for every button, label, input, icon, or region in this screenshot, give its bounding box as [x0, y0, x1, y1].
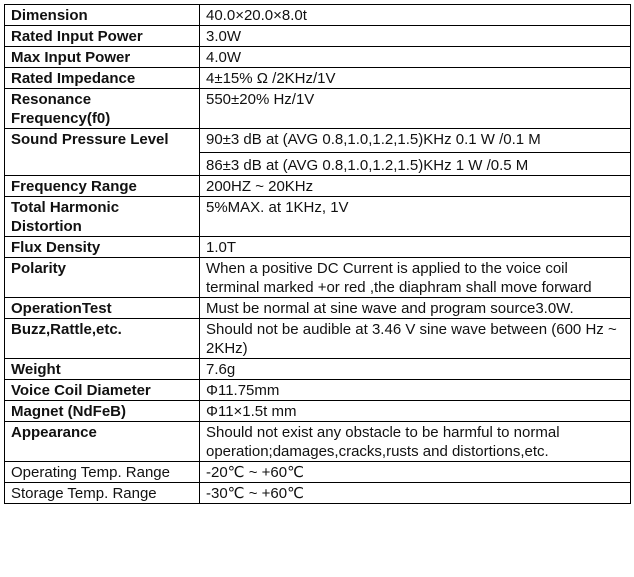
spec-label: Frequency Range	[5, 176, 200, 197]
spec-label: OperationTest	[5, 298, 200, 319]
spec-value: Φ11.75mm	[200, 380, 631, 401]
spec-label: Sound Pressure Level	[5, 129, 200, 176]
spec-value: When a positive DC Current is applied to the voice coil terminal marked +or red ,the diaphram shall move forward	[200, 258, 631, 298]
spec-label: Operating Temp. Range	[5, 462, 200, 483]
spec-value: 5%MAX. at 1KHz, 1V	[200, 197, 631, 237]
spec-value-group	[200, 129, 631, 176]
spec-label: Buzz,Rattle,etc.	[5, 319, 200, 359]
spec-value: 90±3 dB at (AVG 0.8,1.0,1.2,1.5)KHz 0.1 W /0.1 M	[206, 131, 541, 148]
spec-label: Storage Temp. Range	[5, 483, 200, 504]
speaker-spec-table	[4, 4, 631, 504]
spec-value: Should not be audible at 3.46 V sine wave between (600 Hz ~ 2KHz)	[200, 319, 631, 359]
spec-label: Magnet (NdFeB)	[5, 401, 200, 422]
table-row	[5, 422, 631, 462]
spec-label: Total Harmonic Distortion	[5, 197, 200, 237]
spec-label: Weight	[5, 359, 200, 380]
spec-label: Appearance	[5, 422, 200, 462]
spec-label: Voice Coil Diameter	[5, 380, 200, 401]
table-row	[5, 319, 631, 359]
table-row	[5, 380, 631, 401]
table-row	[5, 401, 631, 422]
spec-value: -30℃ ~ +60℃	[200, 483, 631, 504]
spec-value: Φ11×1.5t mm	[200, 401, 631, 422]
spec-value: 3.0W	[200, 26, 631, 47]
spec-value: 4.0W	[200, 47, 631, 68]
table-row	[5, 26, 631, 47]
spec-value: Should not exist any obstacle to be harmful to normal operation;damages,cracks,rusts and distortions,etc.	[200, 422, 631, 462]
spec-value: 1.0T	[200, 237, 631, 258]
table-row	[5, 5, 631, 26]
table-row	[5, 483, 631, 504]
spec-label: Max Input Power	[5, 47, 200, 68]
spec-value: 4±15% Ω /2KHz/1V	[200, 68, 631, 89]
table-row	[5, 197, 631, 237]
table-row	[5, 237, 631, 258]
table-row	[5, 258, 631, 298]
spec-label: Flux Density	[5, 237, 200, 258]
spec-value: 550±20% Hz/1V	[200, 89, 631, 129]
spec-value: 7.6g	[200, 359, 631, 380]
spec-label: Dimension	[5, 5, 200, 26]
spec-value: 40.0×20.0×8.0t	[200, 5, 631, 26]
spec-label: Polarity	[5, 258, 200, 298]
spec-label: Rated Input Power	[5, 26, 200, 47]
spec-value: 200HZ ~ 20KHz	[200, 176, 631, 197]
table-row	[5, 176, 631, 197]
spec-label: Resonance Frequency(f0)	[5, 89, 200, 129]
table-row	[5, 462, 631, 483]
table-row	[5, 129, 631, 176]
table-row	[5, 298, 631, 319]
table-row	[5, 89, 631, 129]
spec-label: Rated Impedance	[5, 68, 200, 89]
spec-value: 86±3 dB at (AVG 0.8,1.0,1.2,1.5)KHz 1 W /0.5 M	[200, 152, 630, 175]
table-row	[5, 359, 631, 380]
spec-value: -20℃ ~ +60℃	[200, 462, 631, 483]
table-row	[5, 68, 631, 89]
table-row	[5, 47, 631, 68]
spec-value: Must be normal at sine wave and program source3.0W.	[200, 298, 631, 319]
